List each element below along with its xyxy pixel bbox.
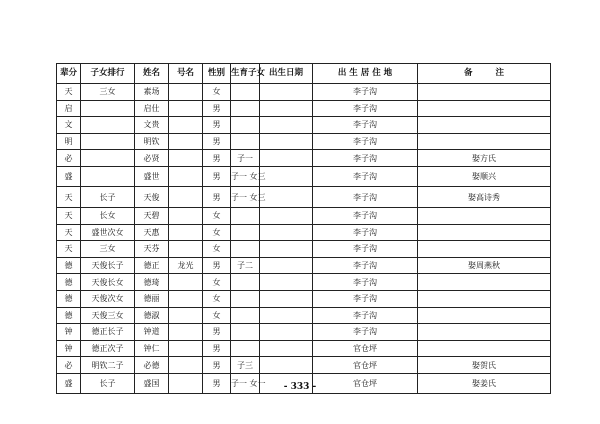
- cell-birth-date: [260, 274, 313, 291]
- cell-remarks: [418, 117, 551, 134]
- cell-children: [231, 207, 260, 224]
- cell-birth-order: 盛世次女: [81, 224, 135, 241]
- cell-name: 必贤: [135, 150, 169, 167]
- cell-alias: [169, 274, 203, 291]
- cell-birth-date: [260, 241, 313, 258]
- cell-children: 子一 女一: [231, 373, 260, 394]
- cell-name: 天惠: [135, 224, 169, 241]
- cell-name: 天芬: [135, 241, 169, 258]
- table-row: [57, 307, 551, 324]
- cell-generation: 德: [57, 274, 81, 291]
- cell-birth-date: [260, 117, 313, 134]
- table-row: [57, 100, 551, 117]
- cell-birth-order: 天俊次女: [81, 290, 135, 307]
- table-row: [57, 340, 551, 357]
- cell-generation: 天: [57, 187, 81, 208]
- cell-sex: 男: [203, 117, 231, 134]
- table-row: [57, 357, 551, 374]
- cell-birth-order: 长子: [81, 187, 135, 208]
- cell-sex: 女: [203, 307, 231, 324]
- cell-children: [231, 224, 260, 241]
- cell-birth-date: [260, 150, 313, 167]
- table-row: [57, 84, 551, 101]
- cell-residence: 官仓坪: [313, 340, 418, 357]
- header-birth-order: 子女排行: [81, 64, 135, 84]
- cell-name: 文贵: [135, 117, 169, 134]
- cell-alias: [169, 150, 203, 167]
- cell-name: 素场: [135, 84, 169, 101]
- cell-name: 必德: [135, 357, 169, 374]
- table-body: [57, 84, 551, 394]
- table-row: [57, 324, 551, 341]
- cell-alias: [169, 324, 203, 341]
- cell-remarks: 娶姜氏: [418, 373, 551, 394]
- genealogy-table: [56, 63, 551, 394]
- cell-alias: [169, 84, 203, 101]
- cell-alias: [169, 133, 203, 150]
- cell-sex: 男: [203, 340, 231, 357]
- cell-residence: 李子沟: [313, 100, 418, 117]
- cell-remarks: 娶高诗秀: [418, 187, 551, 208]
- cell-remarks: 娶方氏: [418, 150, 551, 167]
- cell-children: [231, 290, 260, 307]
- cell-sex: 男: [203, 187, 231, 208]
- cell-remarks: 娶贺氏: [418, 357, 551, 374]
- cell-residence: 李子沟: [313, 241, 418, 258]
- cell-birth-date: [260, 187, 313, 208]
- cell-remarks: [418, 340, 551, 357]
- cell-birth-date: [260, 100, 313, 117]
- cell-birth-order: 三女: [81, 241, 135, 258]
- cell-generation: 德: [57, 290, 81, 307]
- cell-residence: 李子沟: [313, 257, 418, 274]
- cell-generation: 德: [57, 307, 81, 324]
- cell-children: 子三: [231, 357, 260, 374]
- header-residence: 出 生 居 住 地: [313, 64, 418, 84]
- cell-name: 盛国: [135, 373, 169, 394]
- cell-children: 子二: [231, 257, 260, 274]
- table-row: [57, 207, 551, 224]
- cell-remarks: [418, 324, 551, 341]
- cell-birth-order: [81, 100, 135, 117]
- cell-name: 钟道: [135, 324, 169, 341]
- cell-residence: 李子沟: [313, 207, 418, 224]
- cell-sex: 男: [203, 166, 231, 187]
- table-row: [57, 133, 551, 150]
- cell-alias: 龙光: [169, 257, 203, 274]
- cell-generation: 盛: [57, 373, 81, 394]
- cell-birth-date: [260, 340, 313, 357]
- cell-children: [231, 100, 260, 117]
- cell-remarks: [418, 274, 551, 291]
- cell-alias: [169, 100, 203, 117]
- cell-birth-order: 明钦二子: [81, 357, 135, 374]
- cell-children: [231, 84, 260, 101]
- cell-generation: 盛: [57, 166, 81, 187]
- cell-birth-date: [260, 290, 313, 307]
- cell-alias: [169, 357, 203, 374]
- cell-alias: [169, 340, 203, 357]
- cell-remarks: [418, 100, 551, 117]
- table-row: [57, 166, 551, 187]
- table-row: [57, 257, 551, 274]
- cell-remarks: [418, 290, 551, 307]
- cell-generation: 启: [57, 100, 81, 117]
- cell-birth-order: 天俊长子: [81, 257, 135, 274]
- cell-children: [231, 241, 260, 258]
- cell-generation: 德: [57, 257, 81, 274]
- cell-generation: 钟: [57, 324, 81, 341]
- table-row: [57, 150, 551, 167]
- cell-alias: [169, 307, 203, 324]
- cell-children: [231, 117, 260, 134]
- cell-alias: [169, 207, 203, 224]
- cell-residence: 李子沟: [313, 324, 418, 341]
- header-children: 生育子女: [231, 64, 260, 84]
- cell-birth-date: [260, 324, 313, 341]
- cell-remarks: 娶顺兴: [418, 166, 551, 187]
- cell-birth-date: [260, 84, 313, 101]
- table-row: [57, 117, 551, 134]
- cell-residence: 李子沟: [313, 117, 418, 134]
- cell-birth-order: 德正长子: [81, 324, 135, 341]
- cell-name: 明钦: [135, 133, 169, 150]
- cell-name: 天俊: [135, 187, 169, 208]
- cell-birth-order: [81, 133, 135, 150]
- cell-birth-order: 三女: [81, 84, 135, 101]
- cell-children: [231, 133, 260, 150]
- cell-birth-order: [81, 166, 135, 187]
- cell-remarks: [418, 84, 551, 101]
- header-alias: 号名: [169, 64, 203, 84]
- cell-generation: 明: [57, 133, 81, 150]
- cell-generation: 文: [57, 117, 81, 134]
- cell-sex: 女: [203, 84, 231, 101]
- cell-alias: [169, 117, 203, 134]
- cell-birth-date: [260, 224, 313, 241]
- page-number: - 333 -: [283, 382, 317, 392]
- header-birth-date: 出生日期: [260, 64, 313, 84]
- header-name: 姓名: [135, 64, 169, 84]
- table-row: [57, 224, 551, 241]
- table-row: [57, 290, 551, 307]
- cell-birth-order: 天俊长女: [81, 274, 135, 291]
- cell-sex: 女: [203, 207, 231, 224]
- cell-birth-order: [81, 117, 135, 134]
- cell-alias: [169, 166, 203, 187]
- cell-birth-order: 德正次子: [81, 340, 135, 357]
- cell-name: 启仕: [135, 100, 169, 117]
- cell-residence: 李子沟: [313, 187, 418, 208]
- cell-remarks: [418, 133, 551, 150]
- cell-remarks: [418, 241, 551, 258]
- cell-alias: [169, 187, 203, 208]
- cell-residence: 李子沟: [313, 150, 418, 167]
- cell-birth-order: 长子: [81, 373, 135, 394]
- cell-residence: 李子沟: [313, 133, 418, 150]
- cell-residence: 李子沟: [313, 224, 418, 241]
- cell-children: [231, 340, 260, 357]
- table-row: [57, 274, 551, 291]
- cell-name: 德琦: [135, 274, 169, 291]
- cell-residence: 李子沟: [313, 166, 418, 187]
- cell-name: 盛世: [135, 166, 169, 187]
- cell-residence: 李子沟: [313, 84, 418, 101]
- cell-generation: 天: [57, 224, 81, 241]
- cell-birth-date: [260, 166, 313, 187]
- cell-name: 德正: [135, 257, 169, 274]
- cell-birth-order: 天俊三女: [81, 307, 135, 324]
- cell-children: [231, 324, 260, 341]
- cell-sex: 女: [203, 290, 231, 307]
- cell-birth-date: [260, 257, 313, 274]
- cell-sex: 男: [203, 257, 231, 274]
- cell-generation: 天: [57, 207, 81, 224]
- cell-generation: 必: [57, 357, 81, 374]
- cell-name: 德丽: [135, 290, 169, 307]
- cell-children: [231, 307, 260, 324]
- cell-sex: 男: [203, 133, 231, 150]
- cell-name: 钟仁: [135, 340, 169, 357]
- cell-generation: 天: [57, 84, 81, 101]
- header-remarks: 备 注: [418, 64, 551, 84]
- cell-sex: 女: [203, 224, 231, 241]
- cell-residence: 官仓坪: [313, 373, 418, 394]
- cell-sex: 女: [203, 241, 231, 258]
- cell-residence: 李子沟: [313, 290, 418, 307]
- cell-children: 子一 女三: [231, 187, 260, 208]
- cell-children: 子一 女三: [231, 166, 260, 187]
- cell-name: 天碧: [135, 207, 169, 224]
- cell-birth-date: [260, 357, 313, 374]
- cell-sex: 男: [203, 373, 231, 394]
- cell-remarks: 娶周燕秋: [418, 257, 551, 274]
- header-sex: 性别: [203, 64, 231, 84]
- cell-alias: [169, 224, 203, 241]
- cell-birth-date: [260, 307, 313, 324]
- cell-remarks: [418, 207, 551, 224]
- cell-sex: 男: [203, 357, 231, 374]
- cell-children: [231, 274, 260, 291]
- cell-birth-date: [260, 207, 313, 224]
- cell-sex: 女: [203, 274, 231, 291]
- cell-alias: [169, 241, 203, 258]
- cell-generation: 天: [57, 241, 81, 258]
- cell-residence: 李子沟: [313, 274, 418, 291]
- cell-remarks: [418, 307, 551, 324]
- cell-sex: 男: [203, 100, 231, 117]
- cell-residence: 官仓坪: [313, 357, 418, 374]
- cell-birth-order: [81, 150, 135, 167]
- cell-sex: 男: [203, 150, 231, 167]
- cell-generation: 必: [57, 150, 81, 167]
- header-row: [57, 64, 551, 84]
- table-row: [57, 241, 551, 258]
- cell-birth-order: 长女: [81, 207, 135, 224]
- cell-generation: 钟: [57, 340, 81, 357]
- table-row: [57, 187, 551, 208]
- cell-children: 子一: [231, 150, 260, 167]
- cell-birth-date: [260, 133, 313, 150]
- cell-sex: 男: [203, 324, 231, 341]
- header-generation: 辈分: [57, 64, 81, 84]
- cell-residence: 李子沟: [313, 307, 418, 324]
- cell-remarks: [418, 224, 551, 241]
- cell-alias: [169, 290, 203, 307]
- cell-name: 德淑: [135, 307, 169, 324]
